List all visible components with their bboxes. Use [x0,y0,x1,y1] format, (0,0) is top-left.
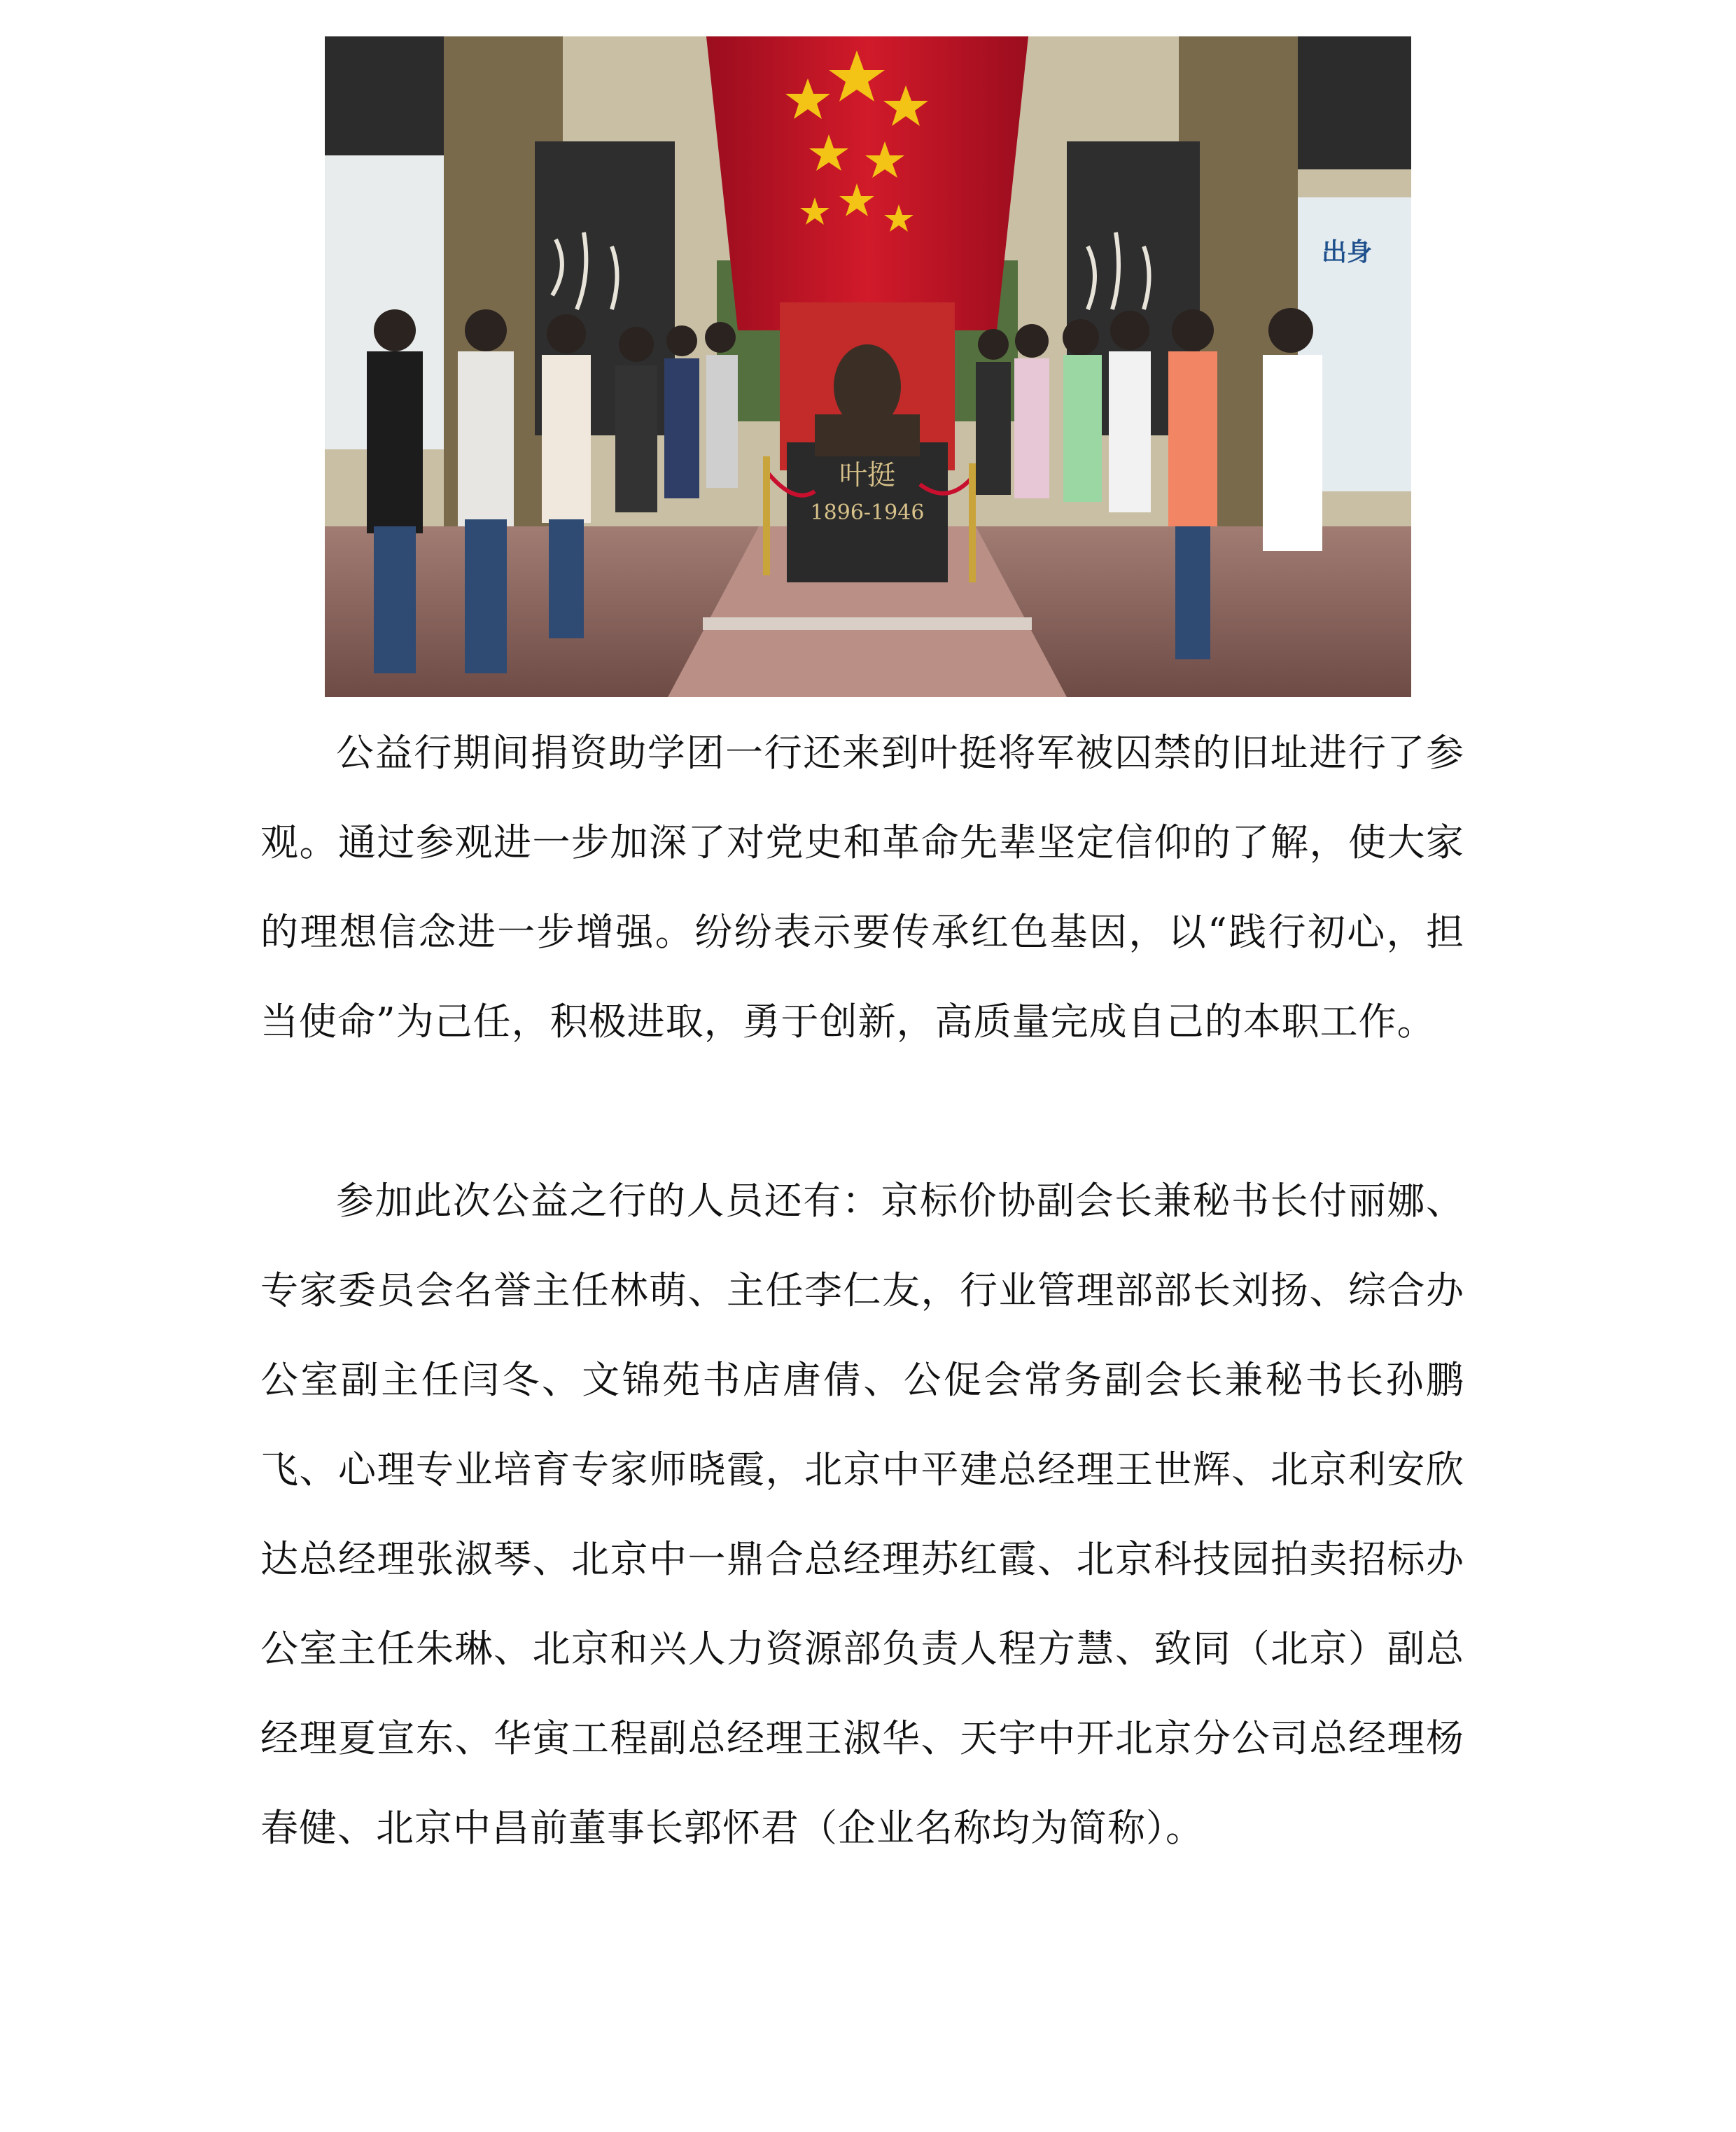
paragraph-participants [260,1156,1464,1873]
wall-sign: 出身 [1321,238,1373,267]
plaque-name: 叶挺 [839,459,895,491]
paragraph-visit [260,708,1464,1067]
paragraph-participants-text: 参加此次公益之行的人员还有：京标价协副会长兼秘书长付丽娜、专家委员会名誉主任林萌、主任李仁友，行业管理部部长刘扬、综合办公室副主任闫冬、文锦苑书店唐倩、公促会常务副会长兼秘书长孙鹏飞、心理专业培育专家师晓霞，北京中平建总经理王世辉、北京利安欣达总经理张淑琴、北京中一鼎合总经理苏红霞、北京科技园拍卖招标办公室主任朱琳、北京和兴人力资源部负责人程方慧、致同（北京）副总经理夏宣东、华寅工程副总经理王淑华、天宇中开北京分公司总经理杨春健、北京中昌前董事长郭怀君（企业名称均为简称）。 [260,1179,1464,1850]
plaque-years: 1896-1946 [810,500,925,525]
group-photo [325,36,1411,697]
paragraph-visit-text: 公益行期间捐资助学团一行还来到叶挺将军被囚禁的旧址进行了参观。通过参观进一步加深了对党史和革命先辈坚定信仰的了解，使大家的理想信念进一步增强。纷纷表示要传承红色基因，以“践行初心，担当使命”为己任，积极进取，勇于创新，高质量完成自己的本职工作。 [260,731,1464,1044]
